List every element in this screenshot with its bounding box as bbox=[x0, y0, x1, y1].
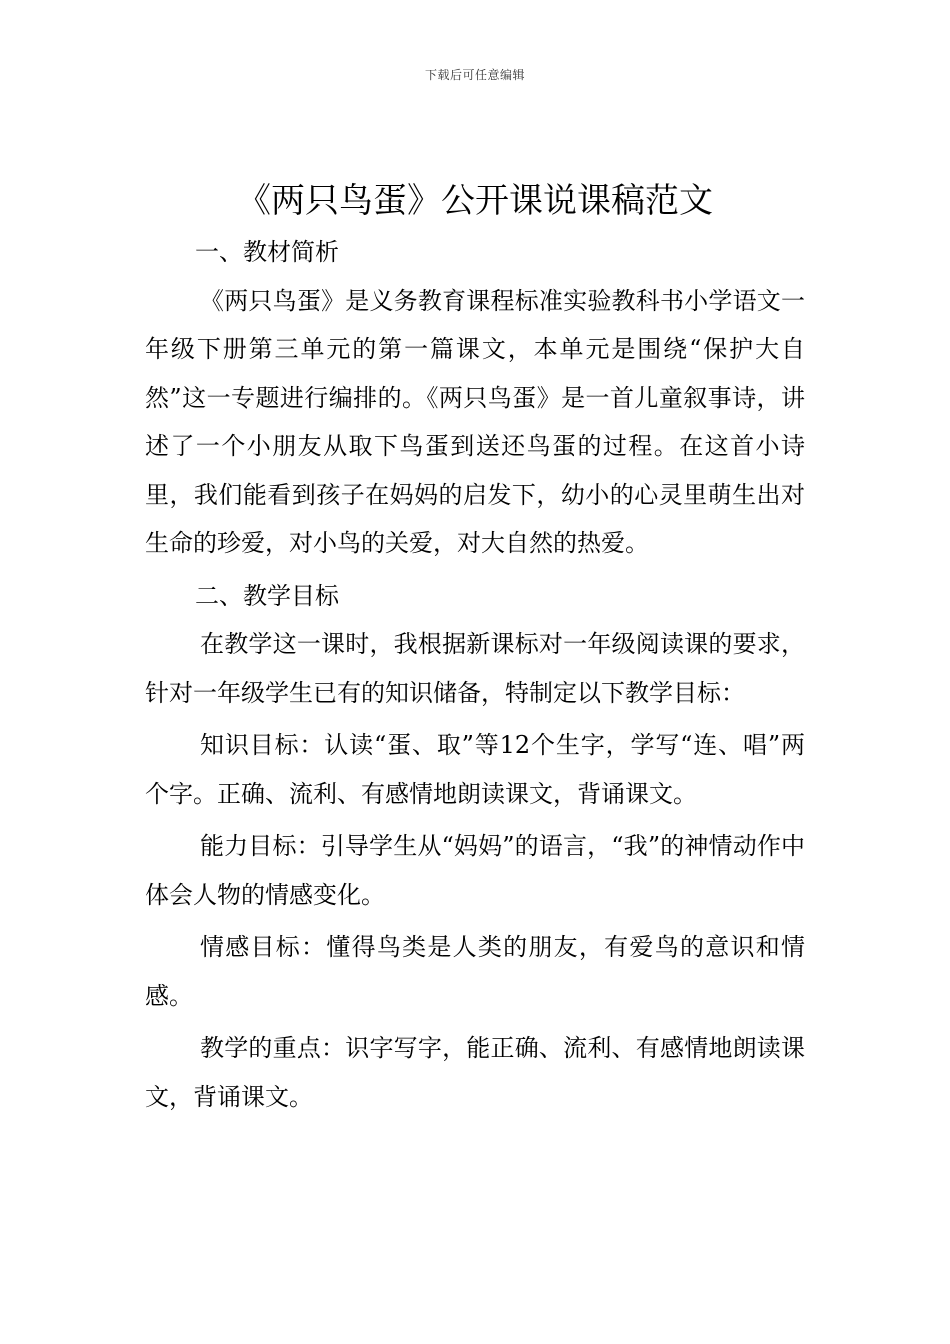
paragraph-objectives-intro: 在教学这一课时，我根据新课标对一年级阅读课的要求，针对一年级学生已有的知识储备，特制定以下教学目标： bbox=[145, 630, 805, 707]
paragraph-key-points: 教学的重点：识字写字，能正确、流利、有感情地朗读课文，背诵课文。 bbox=[145, 1034, 805, 1111]
paragraph-materials-analysis: 《两只鸟蛋》是义务教育课程标准实验教科书小学语文一年级下册第三单元的第一篇课文，本单元是围绕“保护大自然”这一专题进行编排的。《两只鸟蛋》是一首儿童叙事诗，讲述了一个小朋友从取下鸟蛋到送还鸟蛋的过程。在这首小诗里，我们能看到孩子在妈妈的启发下，幼小的心灵里萌生出对生命的珍爱，对小鸟的关爱，对大自然的热爱。 bbox=[145, 286, 805, 557]
document-title: 《两只鸟蛋》公开课说课稿范文 bbox=[237, 181, 713, 221]
section-heading-objectives: 二、教学目标 bbox=[195, 581, 339, 610]
paragraph-emotion-goal: 情感目标：懂得鸟类是人类的朋友，有爱鸟的意识和情感。 bbox=[145, 933, 805, 1010]
paragraph-ability-goal: 能力目标：引导学生从“妈妈”的语言，“我”的神情动作中体会人物的情感变化。 bbox=[145, 832, 805, 909]
section-heading-materials: 一、教材简析 bbox=[195, 238, 339, 266]
paragraph-knowledge-goal: 知识目标：认读“蛋、取”等12个生字，学写“连、唱”两个字。正确、流利、有感情地朗读课文，背诵课文。 bbox=[145, 731, 805, 808]
header-note: 下载后可任意编辑 bbox=[424, 68, 525, 82]
document-body bbox=[145, 228, 805, 1121]
